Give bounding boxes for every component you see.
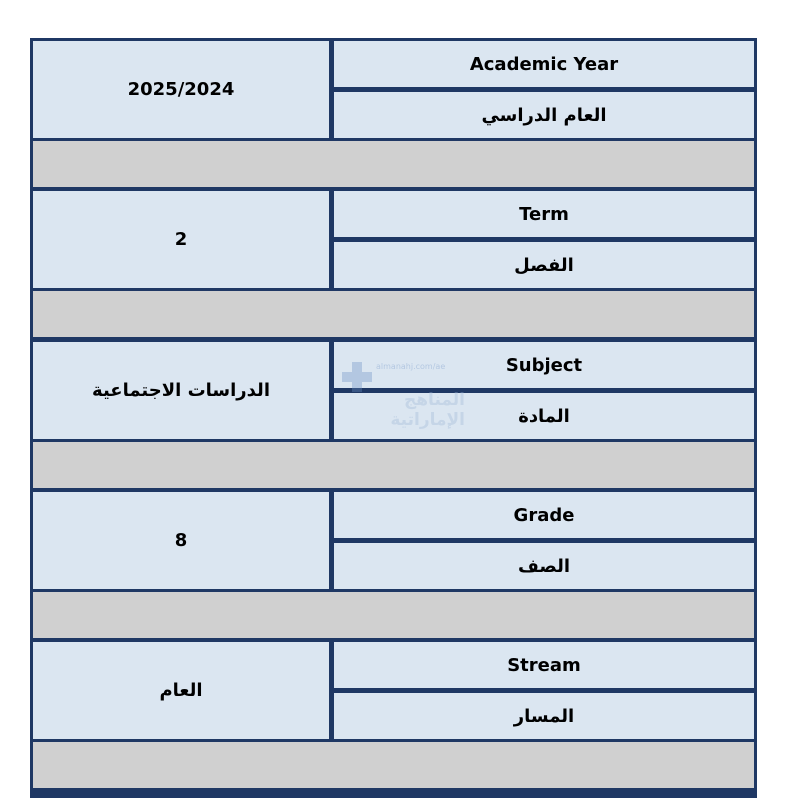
separator-row xyxy=(33,742,754,788)
term-row xyxy=(33,191,754,288)
term-label-ar: الفصل xyxy=(334,242,754,288)
subject-label-ar: المادة xyxy=(334,393,754,439)
stream-row xyxy=(33,642,754,739)
grade-label-en: Grade xyxy=(334,492,754,538)
watermark-url: almanahj.com/ae xyxy=(376,362,446,371)
stream-label-en: Stream xyxy=(334,642,754,688)
subject-label-en: Subject xyxy=(334,342,754,388)
stream-value: العام xyxy=(33,642,329,739)
info-table xyxy=(30,38,757,798)
stream-label-ar: المسار xyxy=(334,693,754,739)
academic-year-value: 2025/2024 xyxy=(33,41,329,138)
academic-year-row xyxy=(33,41,754,138)
grade-value: 8 xyxy=(33,492,329,589)
term-label-en: Term xyxy=(334,191,754,237)
term-value: 2 xyxy=(33,191,329,288)
separator-row xyxy=(33,141,754,187)
separator-row xyxy=(33,291,754,337)
separator-row xyxy=(33,442,754,488)
academic-year-label-en: Academic Year xyxy=(334,41,754,87)
academic-year-label-ar: العام الدراسي xyxy=(334,92,754,138)
grade-row xyxy=(33,492,754,589)
grade-label-ar: الصف xyxy=(334,543,754,589)
watermark-name: المناهج الإماراتية xyxy=(390,390,465,430)
separator-row xyxy=(33,592,754,638)
subject-row xyxy=(33,342,754,439)
subject-value: الدراسات الاجتماعية xyxy=(33,342,329,439)
